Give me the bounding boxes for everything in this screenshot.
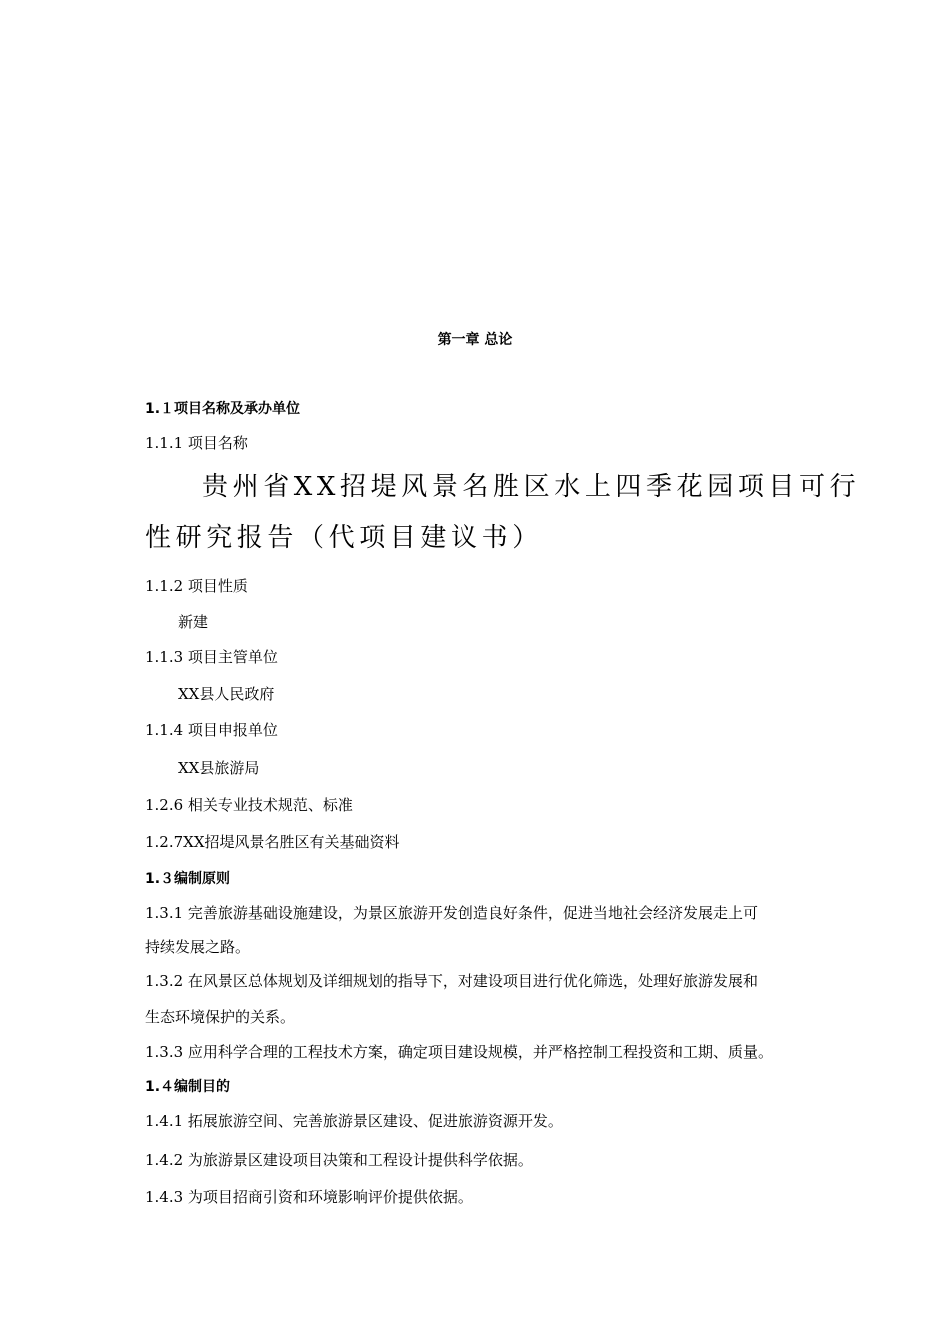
purpose-1-4-3: 1.4.3 为项目招商引资和环境影响评价提供依据。 <box>145 1188 473 1206</box>
principle-1-3-2-line-1: 1.3.2 在风景区总体规划及详细规划的指导下，对建设项目进行优化筛选，处理好旅游发展和 <box>145 972 758 990</box>
project-name-line-2: 性研究报告（代项目建议书） <box>145 523 543 553</box>
purpose-1-4-1: 1.4.1 拓展旅游空间、完善旅游景区建设、促进旅游资源开发。 <box>145 1112 563 1130</box>
subsection-heading-1-1-3: 1.1.3 项目主管单位 <box>145 648 278 666</box>
section-heading-1-4: 1.４编制目的 <box>145 1079 231 1095</box>
reference-item-1-2-7: 1.2.7XX招堤风景名胜区有关基础资料 <box>145 833 400 851</box>
subsection-heading-1-1-1: 1.1.1 项目名称 <box>145 434 248 452</box>
subsection-heading-1-1-4: 1.1.4 项目申报单位 <box>145 721 278 739</box>
principle-1-3-3: 1.3.3 应用科学合理的工程技术方案，确定项目建设规模，并严格控制工程投资和工期、质量。 <box>145 1043 773 1061</box>
purpose-1-4-2: 1.4.2 为旅游景区建设项目决策和工程设计提供科学依据。 <box>145 1151 533 1169</box>
principle-1-3-2-line-2: 生态环境保护的关系。 <box>145 1008 296 1026</box>
section-heading-1-3: 1.３编制原则 <box>145 871 231 887</box>
project-nature-value: 新建 <box>178 613 209 631</box>
project-name-line-1: 贵州省XX招堤风景名胜区水上四季花园项目可行 <box>202 472 861 502</box>
applicant-unit-value: XX县旅游局 <box>178 759 260 777</box>
competent-unit-value: XX县人民政府 <box>178 685 275 703</box>
principle-1-3-1-line-1: 1.3.1 完善旅游基础设施建设，为景区旅游开发创造良好条件，促进当地社会经济发展走上可 <box>145 904 758 922</box>
reference-item-1-2-6: 1.2.6 相关专业技术规范、标准 <box>145 796 353 814</box>
principle-1-3-1-line-2: 持续发展之路。 <box>145 938 251 956</box>
subsection-heading-1-1-2: 1.1.2 项目性质 <box>145 577 248 595</box>
section-heading-1-1: 1.１项目名称及承办单位 <box>145 401 301 417</box>
chapter-title: 第一章 总论 <box>437 332 513 348</box>
